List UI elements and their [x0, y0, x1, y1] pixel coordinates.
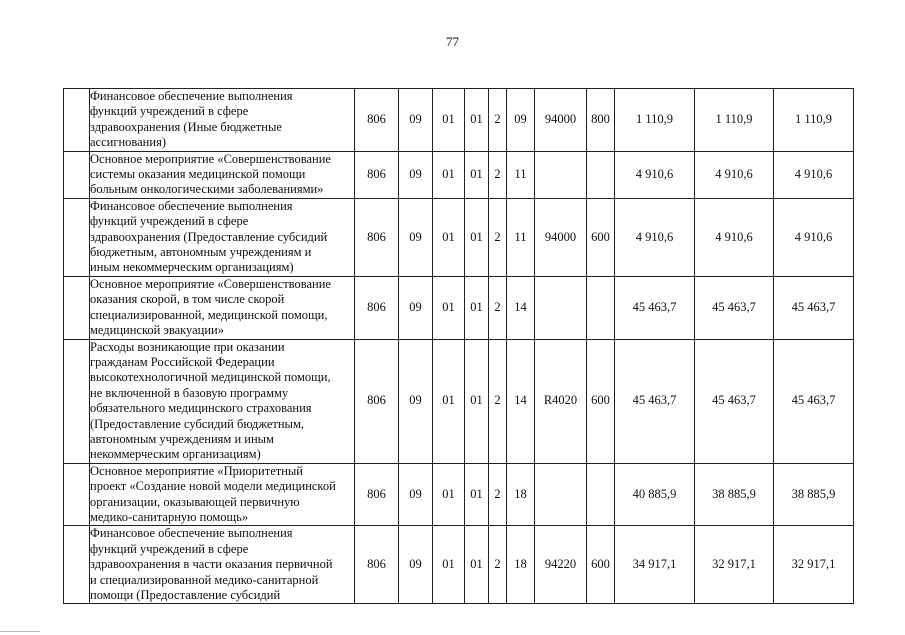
- description-line: бюджетным, автономным учреждениям и: [90, 245, 312, 260]
- event-code: 14: [507, 339, 535, 463]
- margin-cell: [64, 526, 90, 604]
- amount-year-1: 4 910,6: [615, 198, 695, 276]
- amount-year-1: 45 463,7: [615, 276, 695, 339]
- description-line: Финансовое обеспечение выполнения: [90, 198, 293, 213]
- expense-type-code: [587, 276, 615, 339]
- amount-year-2: 4 910,6: [695, 151, 774, 198]
- description-cell: [90, 276, 355, 339]
- event-code: 11: [507, 198, 535, 276]
- scan-artifact: [0, 631, 40, 632]
- event-code: 11: [507, 151, 535, 198]
- event-code: 18: [507, 463, 535, 526]
- subprogram-code: 2: [489, 463, 507, 526]
- ministry-code: 806: [355, 276, 399, 339]
- subsection-code: 01: [433, 89, 465, 152]
- amount-year-3: 1 110,9: [774, 89, 854, 152]
- section-code: 09: [399, 151, 433, 198]
- description-line: специализированной, медицинской помощи,: [90, 307, 328, 322]
- direction-code: R4020: [535, 339, 587, 463]
- subsection-code: 01: [433, 276, 465, 339]
- event-code: 09: [507, 89, 535, 152]
- description-line: иным некоммерческим организациям): [90, 260, 294, 275]
- direction-code: 94220: [535, 526, 587, 604]
- section-code: 09: [399, 526, 433, 604]
- description-line: высокотехнологичной медицинской помощи,: [90, 370, 331, 385]
- description-cell: [90, 151, 355, 198]
- amount-year-1: 34 917,1: [615, 526, 695, 604]
- description-line: Финансовое обеспечение выполнения: [90, 526, 293, 541]
- description-cell: [90, 339, 355, 463]
- description-line: системы оказания медицинской помощи: [90, 167, 306, 182]
- description-line: обязательного медицинского страхования: [90, 401, 312, 416]
- expense-type-code: 600: [587, 339, 615, 463]
- program-code: 01: [465, 151, 489, 198]
- section-code: 09: [399, 198, 433, 276]
- amount-year-1: 40 885,9: [615, 463, 695, 526]
- description-line: гражданам Российской Федерации: [90, 354, 275, 369]
- amount-year-3: 4 910,6: [774, 151, 854, 198]
- margin-cell: [64, 151, 90, 198]
- ministry-code: 806: [355, 339, 399, 463]
- section-code: 09: [399, 89, 433, 152]
- subprogram-code: 2: [489, 276, 507, 339]
- description-line: некоммерческим организациям): [90, 447, 261, 462]
- description-line: функций учреждений в сфере: [90, 214, 249, 229]
- direction-code: [535, 463, 587, 526]
- subprogram-code: 2: [489, 198, 507, 276]
- section-code: 09: [399, 339, 433, 463]
- subprogram-code: 2: [489, 339, 507, 463]
- program-code: 01: [465, 463, 489, 526]
- subprogram-code: 2: [489, 151, 507, 198]
- direction-code: 94000: [535, 89, 587, 152]
- program-code: 01: [465, 198, 489, 276]
- amount-year-2: 45 463,7: [695, 339, 774, 463]
- description-line: функций учреждений в сфере: [90, 104, 249, 119]
- margin-cell: [64, 339, 90, 463]
- description-line: ассигнования): [90, 135, 166, 150]
- description-line: Финансовое обеспечение выполнения: [90, 89, 293, 103]
- expense-type-code: 600: [587, 526, 615, 604]
- section-code: 09: [399, 276, 433, 339]
- margin-cell: [64, 198, 90, 276]
- amount-year-1: 45 463,7: [615, 339, 695, 463]
- description-line: функций учреждений в сфере: [90, 541, 249, 556]
- description-line: помощи (Предоставление субсидий: [90, 588, 281, 602]
- amount-year-3: 4 910,6: [774, 198, 854, 276]
- expense-type-code: [587, 463, 615, 526]
- event-code: 14: [507, 276, 535, 339]
- ministry-code: 806: [355, 463, 399, 526]
- ministry-code: 806: [355, 198, 399, 276]
- description-cell: [90, 526, 355, 604]
- description-line: организации, оказывающей первичную: [90, 494, 300, 509]
- expense-type-code: [587, 151, 615, 198]
- table-row: [64, 276, 854, 339]
- description-line: и специализированной медико-санитарной: [90, 572, 319, 587]
- margin-cell: [64, 276, 90, 339]
- direction-code: [535, 276, 587, 339]
- section-code: 09: [399, 463, 433, 526]
- description-line: Основное мероприятие «Совершенствование: [90, 276, 331, 291]
- ministry-code: 806: [355, 526, 399, 604]
- description-line: (Предоставление субсидий бюджетным,: [90, 416, 304, 431]
- amount-year-1: 1 110,9: [615, 89, 695, 152]
- amount-year-2: 1 110,9: [695, 89, 774, 152]
- description-line: проект «Создание новой модели медицинской: [90, 479, 336, 494]
- description-line: здравоохранения в части оказания первичной: [90, 557, 333, 572]
- expense-type-code: 600: [587, 198, 615, 276]
- description-cell: [90, 198, 355, 276]
- description-line: автономным учреждениям и иным: [90, 431, 274, 446]
- subprogram-code: 2: [489, 526, 507, 604]
- program-code: 01: [465, 526, 489, 604]
- description-cell: [90, 463, 355, 526]
- description-line: не включенной в базовую программу: [90, 385, 289, 400]
- description-line: Расходы возникающие при оказании: [90, 339, 285, 354]
- amount-year-3: 45 463,7: [774, 339, 854, 463]
- margin-cell: [64, 89, 90, 152]
- table-row: [64, 89, 854, 152]
- description-line: здравоохранения (Иные бюджетные: [90, 119, 282, 134]
- amount-year-2: 4 910,6: [695, 198, 774, 276]
- description-line: больным онкологическими заболеваниями»: [90, 182, 324, 197]
- amount-year-2: 45 463,7: [695, 276, 774, 339]
- table-row: [64, 339, 854, 463]
- subsection-code: 01: [433, 463, 465, 526]
- subsection-code: 01: [433, 339, 465, 463]
- direction-code: [535, 151, 587, 198]
- margin-cell: [64, 463, 90, 526]
- table-row: [64, 151, 854, 198]
- amount-year-2: 38 885,9: [695, 463, 774, 526]
- description-line: оказания скорой, в том числе скорой: [90, 292, 285, 307]
- amount-year-3: 38 885,9: [774, 463, 854, 526]
- page-number: 77: [446, 34, 459, 49]
- description-cell: [90, 89, 355, 152]
- ministry-code: 806: [355, 151, 399, 198]
- ministry-code: 806: [355, 89, 399, 152]
- amount-year-1: 4 910,6: [615, 151, 695, 198]
- description-line: медицинской эвакуации»: [90, 323, 224, 338]
- subsection-code: 01: [433, 151, 465, 198]
- description-line: Основное мероприятие «Совершенствование: [90, 151, 331, 166]
- subprogram-code: 2: [489, 89, 507, 152]
- description-line: Основное мероприятие «Приоритетный: [90, 463, 304, 478]
- program-code: 01: [465, 339, 489, 463]
- budget-table: [63, 88, 854, 604]
- table-row: [64, 198, 854, 276]
- direction-code: 94000: [535, 198, 587, 276]
- description-line: здравоохранения (Предоставление субсидий: [90, 229, 328, 244]
- description-line: медико-санитарную помощь»: [90, 509, 249, 524]
- table-body: [64, 89, 854, 604]
- subsection-code: 01: [433, 198, 465, 276]
- subsection-code: 01: [433, 526, 465, 604]
- amount-year-3: 45 463,7: [774, 276, 854, 339]
- amount-year-2: 32 917,1: [695, 526, 774, 604]
- program-code: 01: [465, 276, 489, 339]
- table-row: [64, 463, 854, 526]
- amount-year-3: 32 917,1: [774, 526, 854, 604]
- program-code: 01: [465, 89, 489, 152]
- expense-type-code: 800: [587, 89, 615, 152]
- event-code: 18: [507, 526, 535, 604]
- table-row: [64, 526, 854, 604]
